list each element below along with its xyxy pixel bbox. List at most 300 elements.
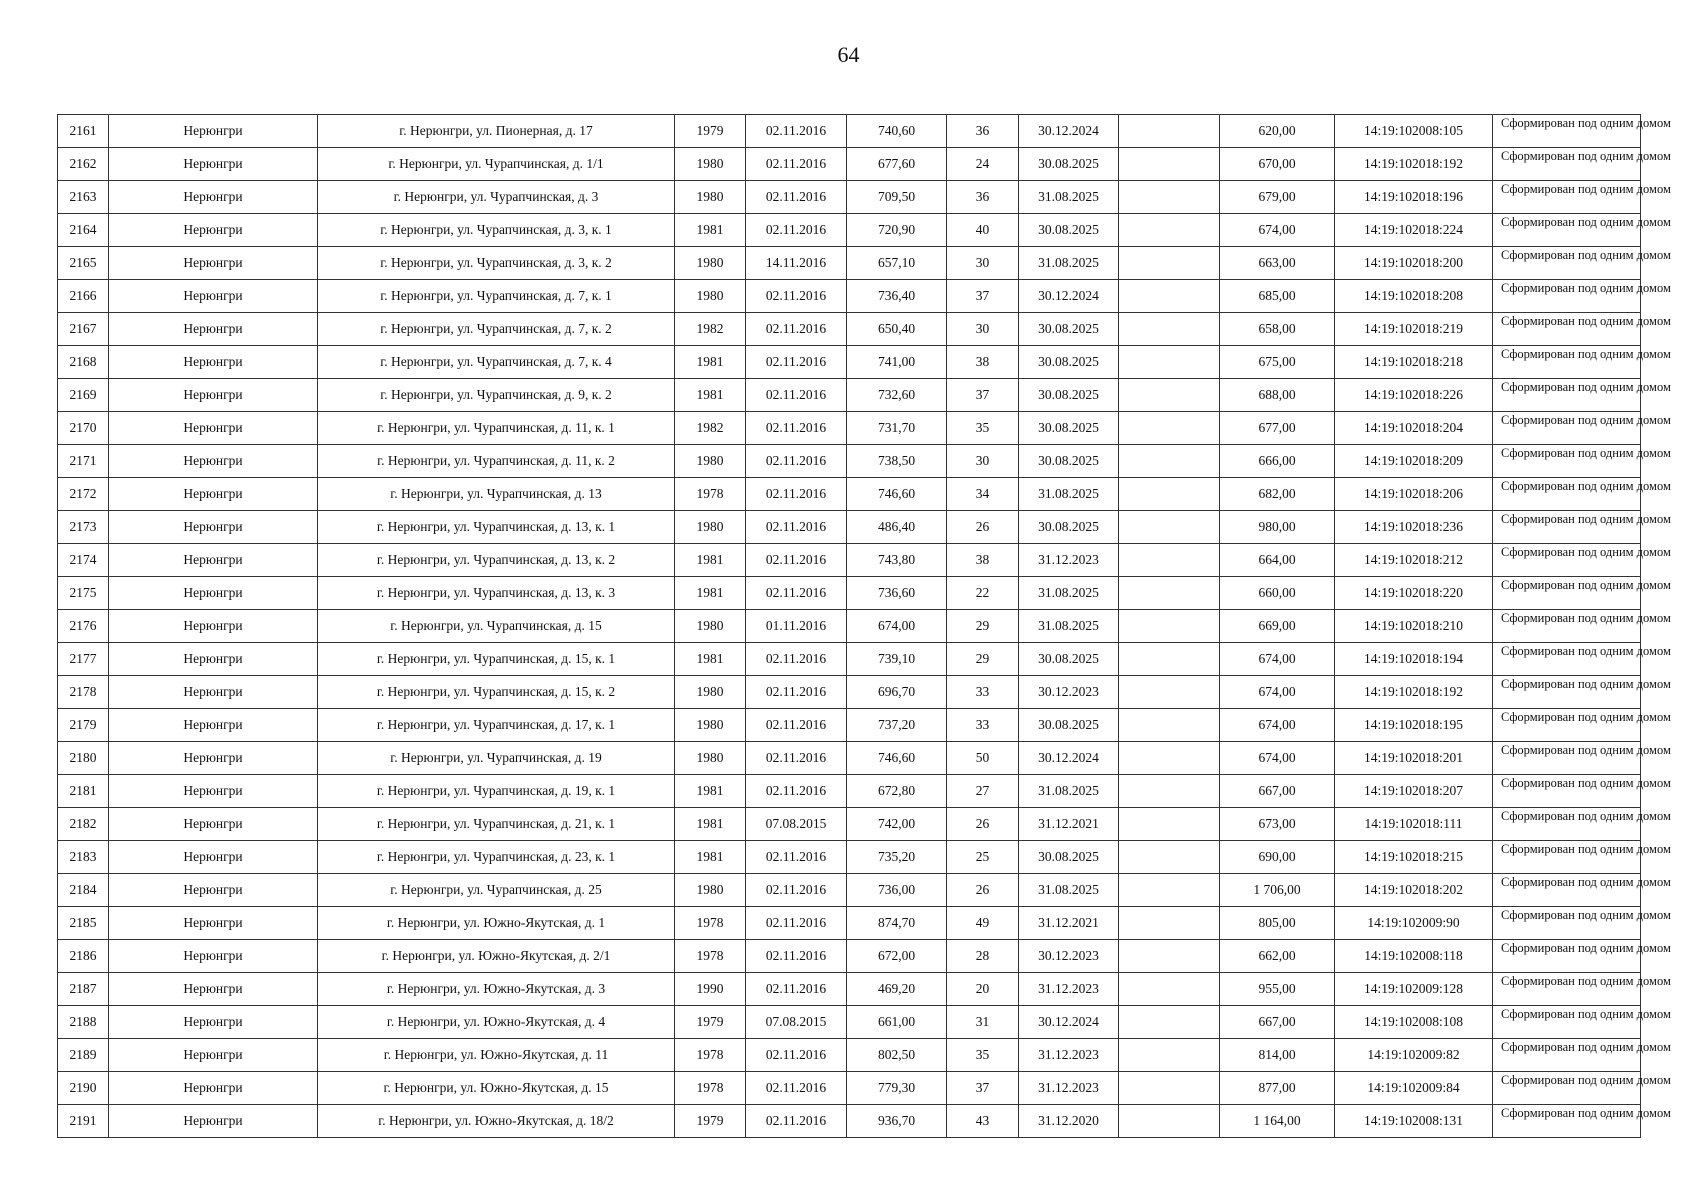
table-row: [58, 1072, 1641, 1105]
address-cell: г. Нерюнгри, ул. Чурапчинская, д. 7, к. 2: [318, 313, 675, 346]
land-area-cell: 673,00: [1220, 808, 1335, 841]
note-cell: [1493, 214, 1671, 247]
cadastral-number-cell: 14:19:102009:128: [1335, 973, 1493, 1006]
apartments-count-cell: 36: [947, 181, 1019, 214]
land-area-cell: 805,00: [1220, 907, 1335, 940]
cadastral-number-cell: 14:19:102008:105: [1335, 115, 1493, 148]
land-area-cell: 669,00: [1220, 610, 1335, 643]
cadastral-number-cell: 14:19:102018:192: [1335, 148, 1493, 181]
area-cell: 739,10: [847, 643, 947, 676]
cadastral-number-cell: 14:19:102009:84: [1335, 1072, 1493, 1105]
land-area-cell: 674,00: [1220, 676, 1335, 709]
note-cell: [1493, 1105, 1671, 1138]
inclusion-date-cell: 02.11.2016: [746, 1039, 847, 1072]
inclusion-date-cell: 02.11.2016: [746, 412, 847, 445]
cadastral-number-cell: 14:19:102018:201: [1335, 742, 1493, 775]
apartments-count-cell: 38: [947, 544, 1019, 577]
deadline-date-cell: 31.12.2023: [1019, 973, 1119, 1006]
area-cell: 746,60: [847, 478, 947, 511]
deadline-date-cell: 31.08.2025: [1019, 775, 1119, 808]
land-area-cell: 1 706,00: [1220, 874, 1335, 907]
address-cell: г. Нерюнгри, ул. Пионерная, д. 17: [318, 115, 675, 148]
empty-cell: [1119, 610, 1220, 643]
inclusion-date-cell: 02.11.2016: [746, 676, 847, 709]
note-text: Сформирован под одним домом: [1501, 512, 1671, 526]
cadastral-number-cell: 14:19:102018:236: [1335, 511, 1493, 544]
deadline-date-cell: 30.12.2023: [1019, 676, 1119, 709]
table-row: [58, 478, 1641, 511]
note-text: Сформирован под одним домом: [1501, 446, 1671, 460]
area-cell: 696,70: [847, 676, 947, 709]
cadastral-number-cell: 14:19:102018:208: [1335, 280, 1493, 313]
year-built-cell: 1980: [675, 874, 746, 907]
note-text: Сформирован под одним домом: [1501, 248, 1671, 262]
note-cell: [1493, 841, 1671, 874]
address-cell: г. Нерюнгри, ул. Чурапчинская, д. 11, к. 1: [318, 412, 675, 445]
note-text: Сформирован под одним домом: [1501, 149, 1671, 163]
inclusion-date-cell: 02.11.2016: [746, 1105, 847, 1138]
land-area-cell: 674,00: [1220, 742, 1335, 775]
land-area-cell: 685,00: [1220, 280, 1335, 313]
inclusion-date-cell: 02.11.2016: [746, 742, 847, 775]
deadline-date-cell: 31.08.2025: [1019, 478, 1119, 511]
municipality-cell: Нерюнгри: [109, 181, 318, 214]
row-number: 2176: [58, 610, 109, 643]
land-area-cell: 682,00: [1220, 478, 1335, 511]
municipality-cell: Нерюнгри: [109, 1072, 318, 1105]
table-row: [58, 808, 1641, 841]
deadline-date-cell: 30.12.2024: [1019, 115, 1119, 148]
area-cell: 674,00: [847, 610, 947, 643]
deadline-date-cell: 30.08.2025: [1019, 511, 1119, 544]
note-cell: [1493, 1006, 1671, 1039]
cadastral-number-cell: 14:19:102018:195: [1335, 709, 1493, 742]
address-cell: г. Нерюнгри, ул. Чурапчинская, д. 13, к. 2: [318, 544, 675, 577]
year-built-cell: 1980: [675, 610, 746, 643]
deadline-date-cell: 30.08.2025: [1019, 214, 1119, 247]
empty-cell: [1119, 907, 1220, 940]
year-built-cell: 1980: [675, 676, 746, 709]
apartments-count-cell: 37: [947, 1072, 1019, 1105]
row-number: 2163: [58, 181, 109, 214]
inclusion-date-cell: 02.11.2016: [746, 940, 847, 973]
inclusion-date-cell: 02.11.2016: [746, 1072, 847, 1105]
apartments-count-cell: 29: [947, 610, 1019, 643]
inclusion-date-cell: 02.11.2016: [746, 346, 847, 379]
row-number: 2164: [58, 214, 109, 247]
address-cell: г. Нерюнгри, ул. Южно-Якутская, д. 4: [318, 1006, 675, 1039]
inclusion-date-cell: 02.11.2016: [746, 874, 847, 907]
table-row: [58, 181, 1641, 214]
area-cell: 802,50: [847, 1039, 947, 1072]
empty-cell: [1119, 412, 1220, 445]
table-row: [58, 907, 1641, 940]
address-cell: г. Нерюнгри, ул. Южно-Якутская, д. 3: [318, 973, 675, 1006]
municipality-cell: Нерюнгри: [109, 1105, 318, 1138]
note-cell: [1493, 973, 1671, 1006]
deadline-date-cell: 30.08.2025: [1019, 412, 1119, 445]
note-text: Сформирован под одним домом: [1501, 347, 1671, 361]
area-cell: 740,60: [847, 115, 947, 148]
table-row: [58, 445, 1641, 478]
address-cell: г. Нерюнгри, ул. Чурапчинская, д. 7, к. 1: [318, 280, 675, 313]
land-area-cell: 1 164,00: [1220, 1105, 1335, 1138]
year-built-cell: 1978: [675, 1039, 746, 1072]
land-area-cell: 620,00: [1220, 115, 1335, 148]
land-area-cell: 679,00: [1220, 181, 1335, 214]
table-row: [58, 280, 1641, 313]
land-area-cell: 670,00: [1220, 148, 1335, 181]
row-number: 2172: [58, 478, 109, 511]
municipality-cell: Нерюнгри: [109, 940, 318, 973]
area-cell: 736,40: [847, 280, 947, 313]
area-cell: 731,70: [847, 412, 947, 445]
area-cell: 469,20: [847, 973, 947, 1006]
land-area-cell: 674,00: [1220, 709, 1335, 742]
deadline-date-cell: 30.12.2024: [1019, 742, 1119, 775]
note-cell: [1493, 412, 1671, 445]
note-text: Сформирован под одним домом: [1501, 611, 1671, 625]
deadline-date-cell: 30.08.2025: [1019, 841, 1119, 874]
table-row: [58, 544, 1641, 577]
area-cell: 737,20: [847, 709, 947, 742]
year-built-cell: 1980: [675, 511, 746, 544]
table-row: [58, 313, 1641, 346]
empty-cell: [1119, 676, 1220, 709]
cadastral-number-cell: 14:19:102008:118: [1335, 940, 1493, 973]
municipality-cell: Нерюнгри: [109, 511, 318, 544]
address-cell: г. Нерюнгри, ул. Южно-Якутская, д. 1: [318, 907, 675, 940]
table-row: [58, 742, 1641, 775]
municipality-cell: Нерюнгри: [109, 643, 318, 676]
table-row: [58, 247, 1641, 280]
empty-cell: [1119, 544, 1220, 577]
note-text: Сформирован под одним домом: [1501, 215, 1671, 229]
area-cell: 874,70: [847, 907, 947, 940]
note-text: Сформирован под одним домом: [1501, 1040, 1671, 1054]
apartments-count-cell: 49: [947, 907, 1019, 940]
apartments-count-cell: 24: [947, 148, 1019, 181]
table-row: [58, 577, 1641, 610]
year-built-cell: 1978: [675, 478, 746, 511]
year-built-cell: 1978: [675, 1072, 746, 1105]
row-number: 2169: [58, 379, 109, 412]
address-cell: г. Нерюнгри, ул. Чурапчинская, д. 3, к. 1: [318, 214, 675, 247]
area-cell: 936,70: [847, 1105, 947, 1138]
year-built-cell: 1982: [675, 313, 746, 346]
municipality-cell: Нерюнгри: [109, 973, 318, 1006]
land-area-cell: 658,00: [1220, 313, 1335, 346]
table-row: [58, 148, 1641, 181]
inclusion-date-cell: 02.11.2016: [746, 379, 847, 412]
note-cell: [1493, 577, 1671, 610]
apartments-count-cell: 30: [947, 445, 1019, 478]
note-text: Сформирован под одним домом: [1501, 545, 1671, 559]
row-number: 2165: [58, 247, 109, 280]
cadastral-number-cell: 14:19:102018:220: [1335, 577, 1493, 610]
note-text: Сформирован под одним домом: [1501, 941, 1671, 955]
note-cell: [1493, 775, 1671, 808]
address-cell: г. Нерюнгри, ул. Южно-Якутская, д. 18/2: [318, 1105, 675, 1138]
apartments-count-cell: 30: [947, 313, 1019, 346]
deadline-date-cell: 31.08.2025: [1019, 577, 1119, 610]
area-cell: 657,10: [847, 247, 947, 280]
area-cell: 779,30: [847, 1072, 947, 1105]
apartments-count-cell: 40: [947, 214, 1019, 247]
inclusion-date-cell: 02.11.2016: [746, 214, 847, 247]
land-area-cell: 667,00: [1220, 775, 1335, 808]
deadline-date-cell: 31.12.2021: [1019, 907, 1119, 940]
year-built-cell: 1979: [675, 1006, 746, 1039]
inclusion-date-cell: 07.08.2015: [746, 1006, 847, 1039]
row-number: 2168: [58, 346, 109, 379]
empty-cell: [1119, 1039, 1220, 1072]
cadastral-number-cell: 14:19:102018:194: [1335, 643, 1493, 676]
row-number: 2161: [58, 115, 109, 148]
apartments-count-cell: 26: [947, 874, 1019, 907]
apartments-count-cell: 22: [947, 577, 1019, 610]
note-text: Сформирован под одним домом: [1501, 809, 1671, 823]
municipality-cell: Нерюнгри: [109, 478, 318, 511]
apartments-count-cell: 37: [947, 379, 1019, 412]
year-built-cell: 1981: [675, 841, 746, 874]
apartments-count-cell: 27: [947, 775, 1019, 808]
empty-cell: [1119, 709, 1220, 742]
empty-cell: [1119, 841, 1220, 874]
apartments-count-cell: 20: [947, 973, 1019, 1006]
table-row: [58, 1105, 1641, 1138]
row-number: 2186: [58, 940, 109, 973]
inclusion-date-cell: 02.11.2016: [746, 841, 847, 874]
deadline-date-cell: 31.08.2025: [1019, 181, 1119, 214]
apartments-count-cell: 38: [947, 346, 1019, 379]
apartments-count-cell: 28: [947, 940, 1019, 973]
apartments-count-cell: 25: [947, 841, 1019, 874]
area-cell: 732,60: [847, 379, 947, 412]
address-cell: г. Нерюнгри, ул. Южно-Якутская, д. 2/1: [318, 940, 675, 973]
cadastral-number-cell: 14:19:102018:218: [1335, 346, 1493, 379]
year-built-cell: 1980: [675, 742, 746, 775]
municipality-cell: Нерюнгри: [109, 544, 318, 577]
row-number: 2166: [58, 280, 109, 313]
deadline-date-cell: 30.12.2023: [1019, 940, 1119, 973]
inclusion-date-cell: 02.11.2016: [746, 544, 847, 577]
cadastral-number-cell: 14:19:102018:200: [1335, 247, 1493, 280]
row-number: 2174: [58, 544, 109, 577]
apartments-count-cell: 33: [947, 676, 1019, 709]
note-text: Сформирован под одним домом: [1501, 875, 1671, 889]
year-built-cell: 1981: [675, 643, 746, 676]
note-cell: [1493, 478, 1671, 511]
year-built-cell: 1981: [675, 775, 746, 808]
deadline-date-cell: 30.08.2025: [1019, 346, 1119, 379]
deadline-date-cell: 30.08.2025: [1019, 445, 1119, 478]
note-text: Сформирован под одним домом: [1501, 281, 1671, 295]
empty-cell: [1119, 643, 1220, 676]
row-number: 2173: [58, 511, 109, 544]
table-row: [58, 511, 1641, 544]
note-cell: [1493, 610, 1671, 643]
inclusion-date-cell: 02.11.2016: [746, 478, 847, 511]
note-text: Сформирован под одним домом: [1501, 644, 1671, 658]
deadline-date-cell: 31.12.2021: [1019, 808, 1119, 841]
area-cell: 672,80: [847, 775, 947, 808]
municipality-cell: Нерюнгри: [109, 808, 318, 841]
year-built-cell: 1981: [675, 346, 746, 379]
empty-cell: [1119, 808, 1220, 841]
empty-cell: [1119, 280, 1220, 313]
year-built-cell: 1980: [675, 181, 746, 214]
area-cell: 743,80: [847, 544, 947, 577]
row-number: 2184: [58, 874, 109, 907]
note-text: Сформирован под одним домом: [1501, 908, 1671, 922]
inclusion-date-cell: 02.11.2016: [746, 445, 847, 478]
address-cell: г. Нерюнгри, ул. Чурапчинская, д. 23, к. 1: [318, 841, 675, 874]
municipality-cell: Нерюнгри: [109, 280, 318, 313]
municipality-cell: Нерюнгри: [109, 346, 318, 379]
deadline-date-cell: 31.12.2023: [1019, 1039, 1119, 1072]
row-number: 2175: [58, 577, 109, 610]
cadastral-number-cell: 14:19:102018:215: [1335, 841, 1493, 874]
inclusion-date-cell: 02.11.2016: [746, 181, 847, 214]
address-cell: г. Нерюнгри, ул. Чурапчинская, д. 17, к. 1: [318, 709, 675, 742]
empty-cell: [1119, 1105, 1220, 1138]
land-area-cell: 660,00: [1220, 577, 1335, 610]
empty-cell: [1119, 973, 1220, 1006]
apartments-count-cell: 50: [947, 742, 1019, 775]
land-area-cell: 675,00: [1220, 346, 1335, 379]
land-area-cell: 666,00: [1220, 445, 1335, 478]
table-row: [58, 346, 1641, 379]
inclusion-date-cell: 02.11.2016: [746, 280, 847, 313]
deadline-date-cell: 31.12.2023: [1019, 1072, 1119, 1105]
empty-cell: [1119, 445, 1220, 478]
empty-cell: [1119, 214, 1220, 247]
apartments-count-cell: 33: [947, 709, 1019, 742]
deadline-date-cell: 30.12.2024: [1019, 280, 1119, 313]
land-area-cell: 674,00: [1220, 214, 1335, 247]
inclusion-date-cell: 07.08.2015: [746, 808, 847, 841]
cadastral-number-cell: 14:19:102008:131: [1335, 1105, 1493, 1138]
empty-cell: [1119, 1072, 1220, 1105]
year-built-cell: 1978: [675, 907, 746, 940]
row-number: 2180: [58, 742, 109, 775]
inclusion-date-cell: 02.11.2016: [746, 148, 847, 181]
cadastral-number-cell: 14:19:102018:204: [1335, 412, 1493, 445]
inclusion-date-cell: 02.11.2016: [746, 577, 847, 610]
note-cell: [1493, 280, 1671, 313]
cadastral-number-cell: 14:19:102018:196: [1335, 181, 1493, 214]
empty-cell: [1119, 940, 1220, 973]
apartments-count-cell: 34: [947, 478, 1019, 511]
cadastral-number-cell: 14:19:102018:202: [1335, 874, 1493, 907]
note-cell: [1493, 247, 1671, 280]
note-text: Сформирован под одним домом: [1501, 1007, 1671, 1021]
apartments-count-cell: 31: [947, 1006, 1019, 1039]
empty-cell: [1119, 511, 1220, 544]
note-cell: [1493, 544, 1671, 577]
table-body: [58, 115, 1671, 1138]
cadastral-number-cell: 14:19:102018:212: [1335, 544, 1493, 577]
note-cell: [1493, 742, 1671, 775]
year-built-cell: 1981: [675, 379, 746, 412]
empty-cell: [1119, 775, 1220, 808]
municipality-cell: Нерюнгри: [109, 412, 318, 445]
table-row: [58, 940, 1641, 973]
year-built-cell: 1980: [675, 280, 746, 313]
note-cell: [1493, 643, 1671, 676]
apartments-count-cell: 35: [947, 1039, 1019, 1072]
inclusion-date-cell: 02.11.2016: [746, 907, 847, 940]
table-row: [58, 1006, 1641, 1039]
inclusion-date-cell: 02.11.2016: [746, 775, 847, 808]
municipality-cell: Нерюнгри: [109, 214, 318, 247]
year-built-cell: 1981: [675, 808, 746, 841]
municipality-cell: Нерюнгри: [109, 610, 318, 643]
empty-cell: [1119, 874, 1220, 907]
land-area-cell: 980,00: [1220, 511, 1335, 544]
year-built-cell: 1980: [675, 709, 746, 742]
table-row: [58, 379, 1641, 412]
deadline-date-cell: 30.08.2025: [1019, 643, 1119, 676]
page-number: 64: [837, 42, 860, 67]
year-built-cell: 1979: [675, 115, 746, 148]
deadline-date-cell: 31.12.2020: [1019, 1105, 1119, 1138]
note-text: Сформирован под одним домом: [1501, 710, 1671, 724]
table-row: [58, 676, 1641, 709]
address-cell: г. Нерюнгри, ул. Чурапчинская, д. 15, к. 2: [318, 676, 675, 709]
inclusion-date-cell: 02.11.2016: [746, 511, 847, 544]
year-built-cell: 1981: [675, 544, 746, 577]
address-cell: г. Нерюнгри, ул. Чурапчинская, д. 13, к. 1: [318, 511, 675, 544]
address-cell: г. Нерюнгри, ул. Чурапчинская, д. 1/1: [318, 148, 675, 181]
deadline-date-cell: 30.08.2025: [1019, 379, 1119, 412]
municipality-cell: Нерюнгри: [109, 379, 318, 412]
area-cell: 741,00: [847, 346, 947, 379]
deadline-date-cell: 30.08.2025: [1019, 313, 1119, 346]
cadastral-number-cell: 14:19:102008:108: [1335, 1006, 1493, 1039]
cadastral-number-cell: 14:19:102009:82: [1335, 1039, 1493, 1072]
municipality-cell: Нерюнгри: [109, 445, 318, 478]
year-built-cell: 1980: [675, 247, 746, 280]
area-cell: 486,40: [847, 511, 947, 544]
empty-cell: [1119, 478, 1220, 511]
apartments-count-cell: 36: [947, 115, 1019, 148]
address-cell: г. Нерюнгри, ул. Чурапчинская, д. 11, к. 2: [318, 445, 675, 478]
table-row: [58, 709, 1641, 742]
address-cell: г. Нерюнгри, ул. Чурапчинская, д. 13: [318, 478, 675, 511]
municipality-cell: Нерюнгри: [109, 775, 318, 808]
note-cell: [1493, 907, 1671, 940]
area-cell: 742,00: [847, 808, 947, 841]
note-text: Сформирован под одним домом: [1501, 1073, 1671, 1087]
apartments-count-cell: 29: [947, 643, 1019, 676]
area-cell: 709,50: [847, 181, 947, 214]
cadastral-number-cell: 14:19:102018:226: [1335, 379, 1493, 412]
row-number: 2170: [58, 412, 109, 445]
year-built-cell: 1979: [675, 1105, 746, 1138]
year-built-cell: 1990: [675, 973, 746, 1006]
land-area-cell: 674,00: [1220, 643, 1335, 676]
deadline-date-cell: 31.12.2023: [1019, 544, 1119, 577]
year-built-cell: 1981: [675, 214, 746, 247]
empty-cell: [1119, 313, 1220, 346]
year-built-cell: 1982: [675, 412, 746, 445]
land-area-cell: 664,00: [1220, 544, 1335, 577]
municipality-cell: Нерюнгри: [109, 841, 318, 874]
table-row: [58, 841, 1641, 874]
row-number: 2190: [58, 1072, 109, 1105]
